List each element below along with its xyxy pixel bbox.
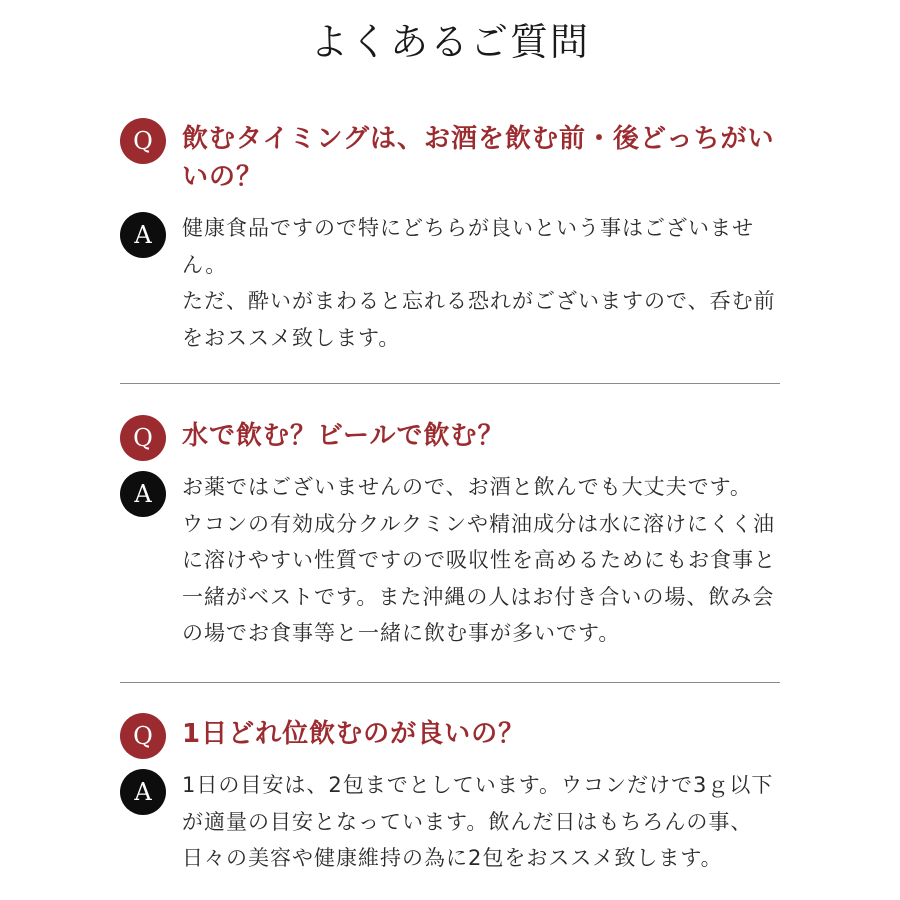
answer-paragraph: お薬ではございませんので、お酒と飲んでも大丈夫です。 [182,475,752,499]
answer-paragraph: 健康食品ですので特にどちらが良いという事はございません。 [182,216,754,277]
answer-paragraph: ウコンの有効成分クルクミンや精油成分は水に溶けにくく油に溶けやすい性質ですので吸収性を高めるためにもお食事と一緒がベストです。また沖縄の人はお付き合いの場、飲み会の場でお食事等と一緒に飲む事が多いです。 [182,511,776,645]
answer-row [120,469,780,652]
faq-item [120,417,780,652]
question-text: 飲むタイミングは、お酒を飲む前・後どっちがいいの？ [182,124,775,192]
question-row [120,715,780,753]
question-text: 水で飲む？ビールで飲む？ [182,421,505,451]
section-divider [120,383,780,384]
answer-row [120,210,780,356]
answer-row [120,767,780,877]
question-row [120,417,780,455]
a-badge-icon: A [120,212,166,258]
question-text: 1日どれ位飲むのが良いの？ [182,719,526,749]
q-badge-icon: Q [120,713,166,759]
section-divider [120,682,780,683]
a-badge-icon: A [120,769,166,815]
q-badge-icon: Q [120,415,166,461]
answer-paragraph: ただ、酔いがまわると忘れる恐れがございますので、呑む前をおススメ致します。 [182,289,776,350]
faq-item [120,120,780,356]
page-title: よくあるご質問 [309,20,590,64]
faq-item [120,715,780,877]
q-badge-icon: Q [120,118,166,164]
question-row [120,120,780,196]
answer-paragraph: 1日の目安は、2包までとしています。ウコンだけで3ｇ以下が適量の目安となっています。飲んだ日はもちろんの事、日々の美容や健康維持の為に2包をおススメ致します。 [182,773,774,870]
a-badge-icon: A [120,471,166,517]
